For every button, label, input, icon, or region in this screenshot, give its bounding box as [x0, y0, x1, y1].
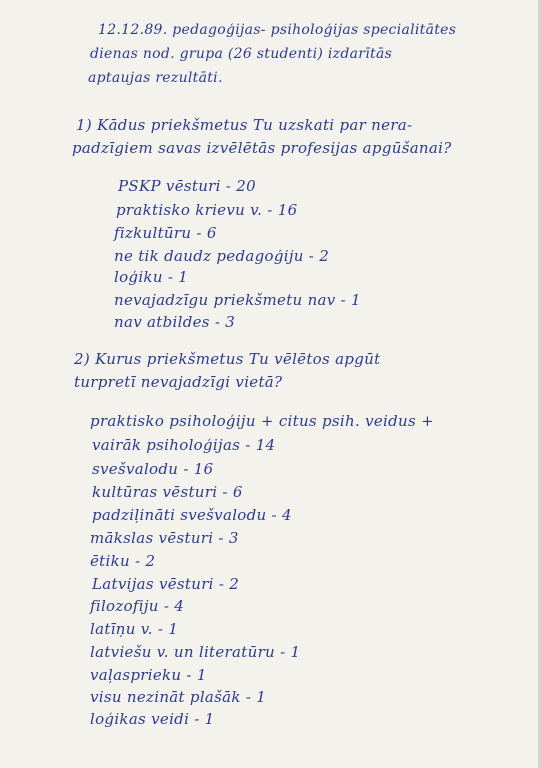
question-2-line-1: 2) Kurus priekšmetus Tu vēlētos apgūt [74, 350, 381, 368]
question-2-line-2: turpretī nevajadzīgi vietā? [74, 373, 283, 391]
answer-item: mākslas vēsturi - 3 [90, 529, 239, 547]
answer-item: vairāk psiholoģijas - 14 [92, 436, 276, 454]
question-1-line-1: 1) Kādus priekšmetus Tu uzskati par nera- [76, 116, 413, 134]
answer-item: loģiku - 1 [114, 268, 189, 286]
answer-item: ne tik daudz pedagoģiju - 2 [114, 247, 330, 265]
answer-item: praktisko psiholoģiju + citus psih. veidus + [90, 412, 434, 430]
answer-item: svešvalodu - 16 [92, 460, 214, 478]
answer-item: latviešu v. un literatūru - 1 [90, 643, 301, 661]
answer-item: nevajadzīgu priekšmetu nav - 1 [114, 291, 361, 309]
answer-item: vaļasprieku - 1 [90, 666, 207, 684]
answer-item: PSKP vēsturi - 20 [118, 177, 256, 195]
question-1-line-2: padzīgiem savas izvēlētās profesijas apgūšanai? [72, 139, 452, 157]
answer-item: fizkultūru - 6 [114, 224, 217, 242]
answer-item: praktisko krievu v. - 16 [116, 201, 298, 219]
answer-item: nav atbildes - 3 [114, 313, 236, 331]
answer-item: visu nezināt plašāk - 1 [90, 688, 267, 706]
answer-item: latīņu v. - 1 [90, 620, 179, 638]
header-line-3: aptaujas rezultāti. [88, 70, 223, 86]
header-line-1: 12.12.89. pedagoģijas- psiholoģijas specialitātes [98, 22, 457, 38]
answer-item: kultūras vēsturi - 6 [92, 483, 243, 501]
answer-item: loģikas veidi - 1 [90, 710, 215, 728]
answer-item: filozofiju - 4 [90, 597, 185, 615]
answer-item: Latvijas vēsturi - 2 [92, 575, 240, 593]
answer-item: ētiku - 2 [90, 552, 156, 570]
header-line-2: dienas nod. grupa (26 studenti) izdarītās [90, 46, 393, 62]
answer-item: padziļināti svešvalodu - 4 [92, 506, 292, 524]
